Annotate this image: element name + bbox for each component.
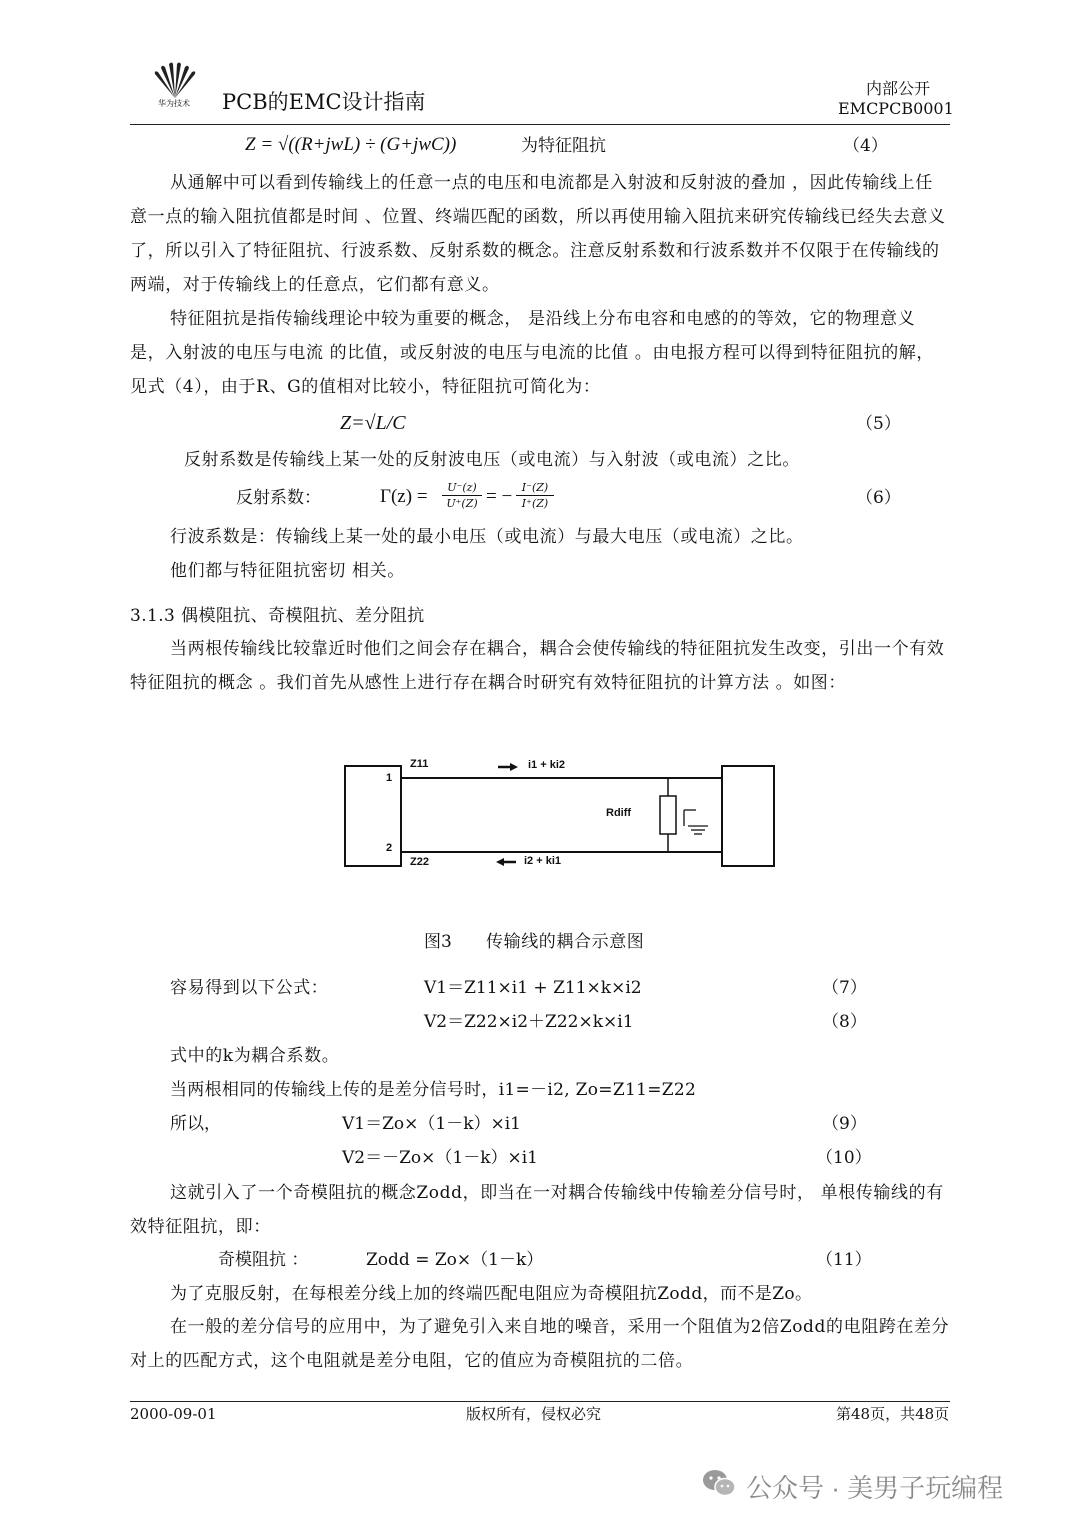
- fraction-2-denominator: I⁺(Z): [521, 497, 549, 510]
- equation-9-formula: V1＝Zo×（1－k）×i1: [342, 1114, 521, 1134]
- ground-symbol: [684, 810, 708, 834]
- section-heading: 3.1.3 偶模阻抗、奇模阻抗、差分阻抗: [130, 606, 425, 626]
- equation-7-number: （7）: [822, 978, 867, 998]
- paragraph-text: 特征阻抗是指传输线理论中较为重要的概念， 是沿线上分布电容和电感的的等效，它的物理意义是，入射波的电压与电流 的比值，或反射波的电压与电流的比值 。由电报方程可以得到特征阻抗的解，见式（4），由于R、G的值相对比较小，特征阻抗可简化为：: [130, 309, 935, 397]
- equation-11-number: （11）: [816, 1250, 872, 1270]
- coupling-coefficient-note: 式中的k为耦合系数。: [170, 1046, 340, 1066]
- termination-note: 为了克服反射，在每根差分线上加的终端匹配电阻应为奇模阻抗Zodd，而不是Zo。: [170, 1284, 813, 1304]
- paragraph-characteristic-impedance: [130, 302, 950, 404]
- footer-rule: [130, 1401, 950, 1402]
- equation-6: [236, 480, 901, 516]
- equation-4-number: （4）: [843, 136, 888, 156]
- arrow-left-icon: [496, 858, 516, 866]
- traveling-wave-definition: 行波系数是：传输线上某一处的最小电压（或电流）与最大电压（或电流）之比。: [170, 527, 804, 547]
- differential-signal-note: 当两根相同的传输线上传的是差分信号时，i1=－i2, Zo=Z11=Z22: [170, 1080, 697, 1100]
- load-box: [722, 766, 774, 866]
- equation-4-formula: Z = √((R+jwL) ÷ (G+jwC)): [245, 134, 457, 155]
- figure-caption: 传输线的耦合示意图: [486, 932, 645, 952]
- logo-text: 华为技术: [158, 99, 190, 108]
- label-z11: Z11: [410, 758, 429, 770]
- source-box: [345, 766, 401, 866]
- label-port-2: 2: [386, 842, 393, 854]
- footer-page-number: 第48页，共48页: [836, 1405, 950, 1423]
- equation-8-number: （8）: [822, 1012, 867, 1032]
- watermark-text: 公众号 · 美男子玩编程: [746, 1473, 1004, 1503]
- company-logo: [150, 60, 200, 108]
- paragraph-odd-mode: [130, 1176, 950, 1244]
- figure-caption-number: 图3: [424, 932, 452, 952]
- equation-6-lhs: Γ(z) =: [380, 486, 428, 507]
- equation-9-number: （9）: [822, 1114, 867, 1134]
- footer-copyright: 版权所有，侵权必究: [466, 1405, 602, 1423]
- equation-7-formula: V1＝Z11×i1 + Z11×k×i2: [424, 978, 642, 998]
- logo-shell-icon: [150, 60, 200, 100]
- fraction-2-numerator: I⁻(Z): [516, 480, 554, 496]
- equation-8-formula: V2＝Z22×i2＋Z22×k×i1: [424, 1012, 634, 1032]
- arrow-right-icon: [498, 763, 518, 771]
- paragraph-telegraph-solution: [130, 166, 950, 302]
- equation-9-prefix: 所以，: [170, 1114, 221, 1134]
- fraction-1-denominator: U⁺(Z): [446, 497, 478, 510]
- equation-5-number: （5）: [856, 414, 901, 434]
- header-rule: [130, 124, 950, 125]
- document-code: EMCPCB0001: [838, 99, 954, 118]
- paragraph-text: 当两根传输线比较靠近时他们之间会存在耦合，耦合会使传输线的特征阻抗发生改变，引出一个有效特征阻抗的概念 。我们首先从感性上进行存在耦合时研究有效特征阻抗的计算方法 。如图：: [130, 639, 945, 693]
- fraction-1-numerator: U⁻(z): [442, 480, 482, 496]
- label-z22: Z22: [410, 856, 429, 868]
- paragraph-text: 在一般的差分信号的应用中，为了避免引入来自地的噪音，采用一个阻值为2倍Zodd的电阻跨在差分对上的匹配方式，这个电阻就是差分电阻，它的值应为奇模阻抗的二倍。: [130, 1317, 950, 1371]
- document-title: PCB的EMC设计指南: [222, 90, 426, 114]
- equation-11-label: 奇模阻抗 ：: [218, 1250, 309, 1270]
- label-i2: i2 + ki1: [524, 855, 562, 867]
- label-rdiff: Rdiff: [606, 807, 632, 819]
- equation-6-middle: = −: [486, 486, 513, 507]
- paragraph-differential-resistor: [130, 1310, 950, 1378]
- equation-6-label: 反射系数：: [236, 488, 321, 508]
- paragraph-text: 这就引入了一个奇模阻抗的概念Zodd，即当在一对耦合传输线中传输差分信号时， 单根传输线的有效特征阻抗，即：: [130, 1183, 944, 1237]
- equation-10-number: （10）: [816, 1148, 872, 1168]
- formula-intro: 容易得到以下公式：: [170, 978, 329, 998]
- equation-6-fraction-2: [516, 480, 554, 511]
- coupled-line-figure: [344, 756, 778, 872]
- label-port-1: 1: [386, 772, 393, 784]
- equation-4: [245, 132, 945, 160]
- equation-6-fraction-1: [442, 480, 482, 511]
- paragraph-text: 从通解中可以看到传输线上的任意一点的电压和电流都是入射波和反射波的叠加 ，因此传输线上任意一点的输入阻抗值都是时间 、位置、终端匹配的函数，所以再使用输入阻抗来研究传输线已经失去意义了，所以引入了特征阻抗、行波系数、反射系数的概念。注意反射系数和行波系数并不仅限于在传输线的两端，对于传输线上的任意点，它们都有意义。: [130, 173, 946, 295]
- wechat-icon: [702, 1468, 736, 1498]
- equation-10-formula: V2＝－Zo×（1－k）×i1: [342, 1148, 538, 1168]
- equation-11-formula: Zodd = Zo×（1－k）: [366, 1250, 544, 1270]
- equation-5: [340, 410, 900, 438]
- equation-4-description: 为特征阻抗: [521, 136, 606, 156]
- equation-6-number: （6）: [856, 488, 901, 508]
- reflection-definition: 反射系数是传输线上某一处的反射波电压（或电流）与入射波（或电流）之比。: [184, 450, 800, 470]
- classification-label: 内部公开: [866, 79, 931, 98]
- footer-date: 2000-09-01: [130, 1405, 217, 1423]
- rdiff-resistor: [660, 796, 676, 834]
- label-i1: i1 + ki2: [528, 759, 566, 771]
- related-sentence: 他们都与特征阻抗密切 相关。: [170, 561, 405, 581]
- paragraph-coupling: [130, 632, 950, 700]
- equation-5-formula: Z=√L/C: [340, 412, 406, 434]
